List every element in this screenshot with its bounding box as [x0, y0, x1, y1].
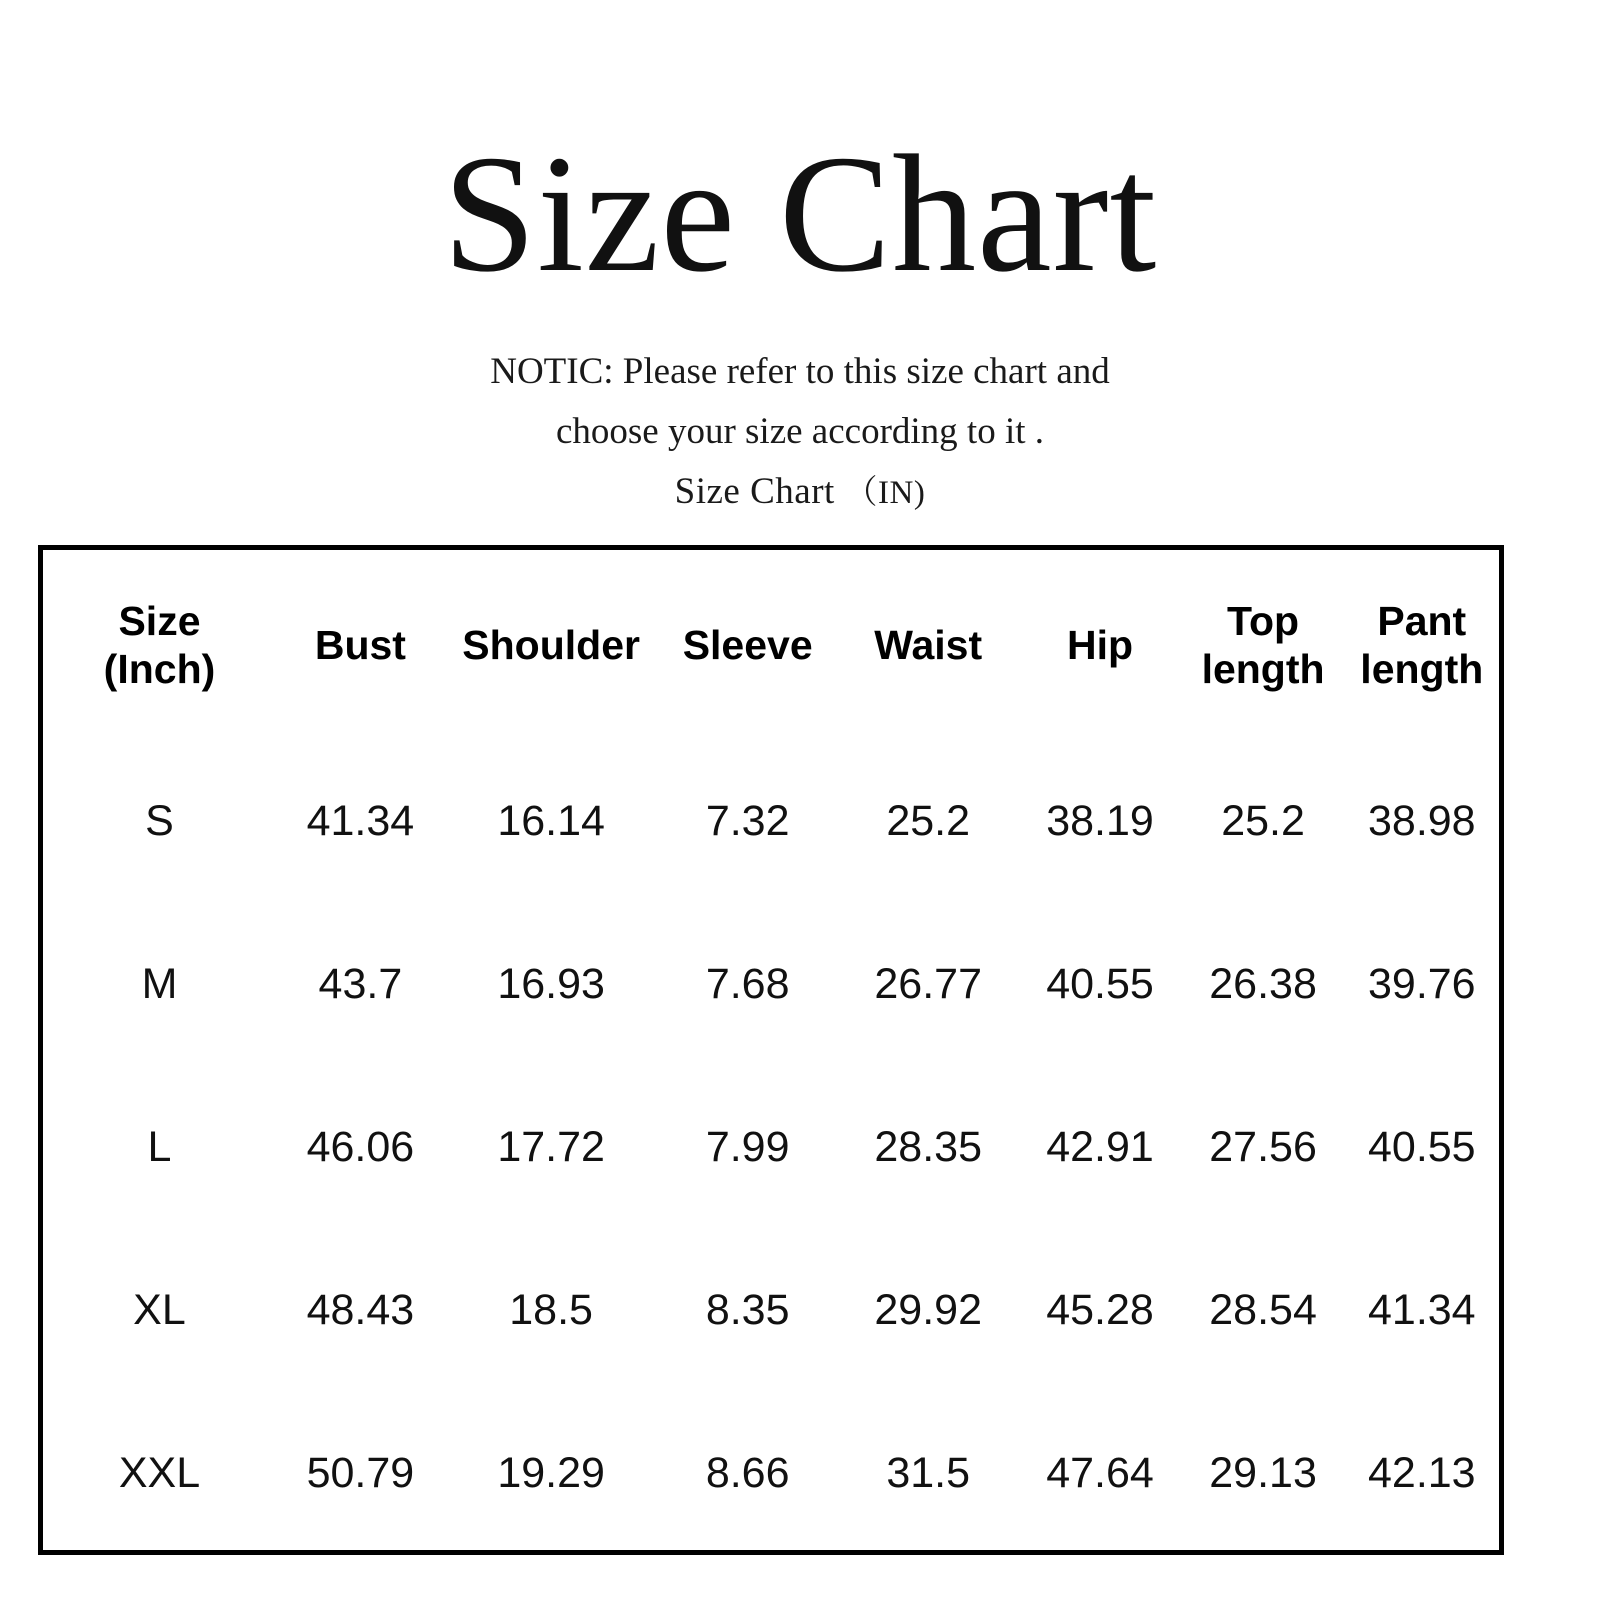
size-chart-label: Size Chart [674, 470, 835, 512]
cell-sleeve: 7.32 [705, 797, 790, 845]
page-title: Size Chart [442, 121, 1158, 307]
cell-bust: 43.7 [318, 960, 403, 1008]
cell-pant-length: 42.13 [1367, 1449, 1476, 1497]
table-row [43, 1066, 1499, 1229]
column-header-pant-length: Pant length [1360, 597, 1484, 692]
cell-sleeve: 8.35 [705, 1286, 790, 1334]
table-body [43, 740, 1499, 1555]
cell-size: M [141, 960, 178, 1008]
cell-hip: 38.19 [1046, 797, 1154, 845]
cell-bust: 48.43 [306, 1286, 415, 1334]
cell-waist: 29.92 [874, 1286, 982, 1334]
cell-size: S [145, 797, 174, 845]
cell-top-length: 29.13 [1209, 1449, 1317, 1497]
cell-waist: 31.5 [886, 1449, 971, 1497]
table-row [43, 903, 1499, 1066]
column-header-bust: Bust [314, 621, 406, 668]
cell-hip: 42.91 [1046, 1123, 1154, 1171]
cell-size: XL [133, 1286, 186, 1334]
cell-waist: 28.35 [874, 1123, 982, 1171]
notice-block [0, 342, 1600, 522]
column-header-size: Size (Inch) [103, 597, 216, 692]
cell-pant-length: 38.98 [1367, 797, 1476, 845]
column-header-shoulder: Shoulder [462, 621, 640, 668]
size-chart-unit: （IN) [844, 474, 926, 511]
cell-shoulder: 16.93 [497, 960, 605, 1008]
notice-line-1: NOTIC: Please refer to this size chart and [490, 351, 1110, 392]
notice-line-2: choose your size according to it . [555, 410, 1045, 452]
cell-size: L [147, 1123, 172, 1171]
cell-bust: 50.79 [306, 1449, 415, 1497]
notice-line-3 [0, 462, 1600, 522]
cell-top-length: 26.38 [1209, 960, 1317, 1008]
cell-pant-length: 41.34 [1367, 1286, 1476, 1334]
size-table [43, 550, 1499, 1555]
cell-sleeve: 8.66 [705, 1449, 790, 1497]
cell-shoulder: 17.72 [497, 1123, 605, 1171]
cell-waist: 25.2 [886, 797, 971, 845]
cell-sleeve: 7.99 [705, 1123, 790, 1171]
table-header [43, 550, 1499, 740]
cell-bust: 41.34 [306, 797, 415, 845]
table-header-row [43, 550, 1499, 740]
cell-hip: 45.28 [1046, 1286, 1154, 1334]
cell-pant-length: 39.76 [1367, 960, 1476, 1008]
cell-shoulder: 19.29 [497, 1449, 605, 1497]
table-row [43, 1392, 1499, 1555]
column-header-waist: Waist [874, 621, 983, 668]
column-header-top-length: Top length [1201, 597, 1325, 692]
cell-top-length: 27.56 [1209, 1123, 1317, 1171]
cell-size: XXL [118, 1449, 201, 1497]
column-header-sleeve: Sleeve [682, 621, 813, 668]
cell-shoulder: 18.5 [509, 1286, 593, 1334]
cell-waist: 26.77 [874, 960, 982, 1008]
table-row [43, 740, 1499, 903]
cell-hip: 40.55 [1046, 960, 1154, 1008]
cell-top-length: 25.2 [1221, 797, 1305, 845]
cell-pant-length: 40.55 [1367, 1123, 1476, 1171]
size-table-container [38, 545, 1504, 1555]
cell-shoulder: 16.14 [497, 797, 605, 845]
cell-top-length: 28.54 [1209, 1286, 1317, 1334]
cell-bust: 46.06 [306, 1123, 415, 1171]
table-row [43, 1229, 1499, 1392]
cell-hip: 47.64 [1046, 1449, 1154, 1497]
cell-sleeve: 7.68 [705, 960, 790, 1008]
column-header-hip: Hip [1066, 621, 1134, 668]
